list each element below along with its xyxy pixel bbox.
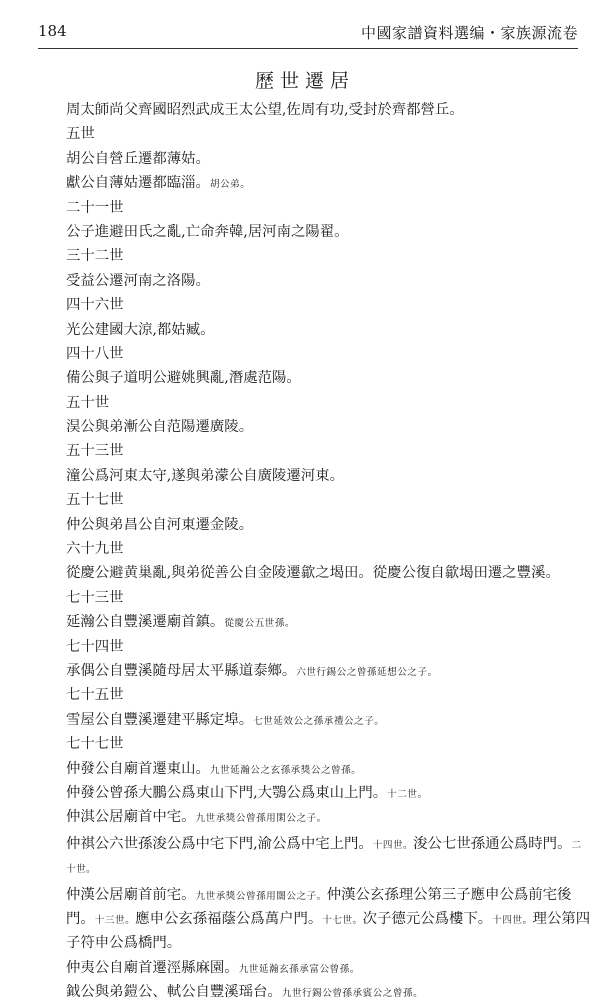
- line-text: 延瀚公自豐溪遷廟首鎮。: [66, 614, 225, 631]
- paragraph-list: [66, 833, 591, 954]
- text-line: [66, 293, 591, 317]
- text-line: [66, 171, 591, 195]
- line-text: 光公建國大涼,都姑臧。: [66, 321, 215, 338]
- line-text: 五世: [66, 126, 95, 143]
- line-annotation: 十二世。: [387, 788, 428, 800]
- text-line: [66, 610, 591, 634]
- line-text: 鉞公與弟鎧公、軾公自豐溪瑶台。: [66, 984, 282, 1001]
- line-text: 七十五世: [66, 687, 124, 704]
- line-text: 五十三世: [66, 443, 124, 460]
- line-text: 雪屋公自豐溪遷建平縣定埠。: [66, 711, 254, 728]
- line-text: 仲夷公自廟首遷涇縣麻園。: [66, 959, 239, 976]
- section-title: 歷世遷居: [254, 70, 355, 92]
- line-text: 仲發公曾孫大鵬公爲東山下門,大鶚公爲東山上門。: [66, 784, 388, 801]
- text-line: [66, 439, 591, 463]
- header-rule: [38, 48, 578, 49]
- line-annotation: 從慶公五世孫。: [224, 618, 295, 630]
- text-line: [66, 683, 591, 707]
- line-text: 淏公與弟漸公自范陽遷廣陵。: [66, 419, 254, 436]
- line-text: 獻公自薄姑遷都臨淄。: [66, 175, 210, 192]
- paragraph-text: 仲漢公居廟首前宅。: [66, 886, 196, 903]
- line-text: 七十三世: [66, 589, 124, 606]
- text-line: [66, 244, 591, 268]
- line-annotation: 六世行錫公之曾孫延想公之子。: [296, 666, 438, 678]
- line-text: 七十四世: [66, 638, 124, 655]
- line-text: 從慶公避黄巢亂,與弟從善公自金陵遷歙之堨田。從慶公復自歙堨田遷之豐溪。: [66, 565, 560, 582]
- line-annotation: 九世延瀚玄孫承富公曾孫。: [238, 963, 360, 975]
- line-text: 備公與子道明公避姚興亂,潛處范陽。: [66, 370, 301, 387]
- line-text: 公子進避田氏之亂,亡命奔韓,居河南之陽翟。: [66, 223, 349, 240]
- line-text: 五十世: [66, 394, 110, 411]
- line-text: 仲淇公居廟首中宅。: [66, 809, 196, 826]
- text-line: [66, 488, 591, 512]
- text-line: [66, 980, 591, 1004]
- paragraph-text: 次子德元公爲樓下。: [362, 910, 493, 927]
- text-line: [66, 781, 591, 805]
- text-line: [66, 805, 591, 829]
- text-line: [66, 732, 591, 756]
- paragraph-annotation: 十三世。: [94, 914, 136, 926]
- paragraph-text: 浚公七世孫通公爲時門。: [413, 835, 572, 852]
- tail-entry-list: [66, 956, 591, 1005]
- line-text: 受益公遷河南之洛陽。: [66, 272, 210, 289]
- line-text: 三十二世: [66, 248, 124, 265]
- text-line: [66, 269, 591, 293]
- text-line: [66, 147, 591, 171]
- line-text: 仲發公自廟首遷東山。: [66, 760, 210, 777]
- page-header: [38, 16, 578, 46]
- wrapped-paragraph: [66, 884, 591, 954]
- line-text: 五十七世: [66, 492, 124, 509]
- text-line: [66, 513, 591, 537]
- paragraph-annotation: 十四世。: [372, 839, 414, 851]
- paragraph-text: 應申公玄孫福蔭公爲萬户門。: [135, 910, 323, 927]
- entry-list: [66, 98, 591, 830]
- wrapped-paragraph: [66, 833, 591, 881]
- line-annotation: 九世承獎公曾孫用閑公之子。: [195, 813, 327, 825]
- text-line: [66, 342, 591, 366]
- line-text: 六十九世: [66, 541, 124, 558]
- line-text: 潼公爲河東太守,遂與弟濛公自廣陵遷河東。: [66, 467, 344, 484]
- paragraph-annotation: 十七世。: [322, 914, 363, 926]
- line-text: 仲公與弟昌公自河東遷金陵。: [66, 516, 254, 533]
- text-line: [66, 659, 591, 683]
- text-line: [66, 708, 591, 732]
- paragraph-annotation: 十四世。: [492, 914, 533, 926]
- text-line: [66, 318, 591, 342]
- text-line: [66, 366, 591, 390]
- text-line: [66, 391, 591, 415]
- paragraph-annotation: 九世承獎公曾孫用闊公之子。: [195, 890, 327, 902]
- line-text: 承偶公自豐溪隨母居太平縣道泰鄉。: [66, 662, 297, 679]
- line-annotation: 九世行錫公曾孫承賓公之曾孫。: [281, 988, 424, 1000]
- paragraph-text: 仲漢公玄孫理公第三子應申公爲前宅後門。: [66, 886, 572, 927]
- running-title: 中國家譜資料選编・家族源流卷: [360, 24, 578, 42]
- page-number: 184: [38, 22, 67, 40]
- document-body: [66, 98, 591, 1005]
- text-line: [66, 464, 591, 488]
- line-text: 周太師尚父齊國昭烈武成王太公望,佐周有功,受封於齊都營丘。: [66, 102, 464, 118]
- line-annotation: 胡公弟。: [209, 179, 251, 191]
- line-text: 胡公自營丘遷都薄姑。: [66, 150, 210, 167]
- text-line: [66, 98, 591, 122]
- text-line: [66, 196, 591, 220]
- line-text: 二十一世: [66, 199, 124, 216]
- text-line: [66, 122, 591, 146]
- text-line: [66, 635, 591, 659]
- paragraph-text: 仲祺公六世孫浚公爲中宅下門,渝公爲中宅上門。: [66, 835, 373, 852]
- line-annotation: 九世延瀚公之玄孫承獎公之曾孫。: [209, 764, 362, 776]
- text-line: [66, 561, 591, 585]
- text-line: [66, 537, 591, 561]
- paragraph-text: 理公第四子符申公爲橋門。: [66, 910, 591, 951]
- line-text: 四十六世: [66, 297, 124, 314]
- text-line: [66, 220, 591, 244]
- text-line: [66, 757, 591, 781]
- text-line: [66, 415, 591, 439]
- line-text: 四十八世: [66, 345, 124, 362]
- line-annotation: 七世延效公之孫承禮公之子。: [253, 715, 385, 727]
- text-line: [66, 586, 591, 610]
- line-text: 七十七世: [66, 736, 124, 753]
- text-line: [66, 956, 591, 980]
- paragraph-annotation: 二十世。: [66, 839, 582, 875]
